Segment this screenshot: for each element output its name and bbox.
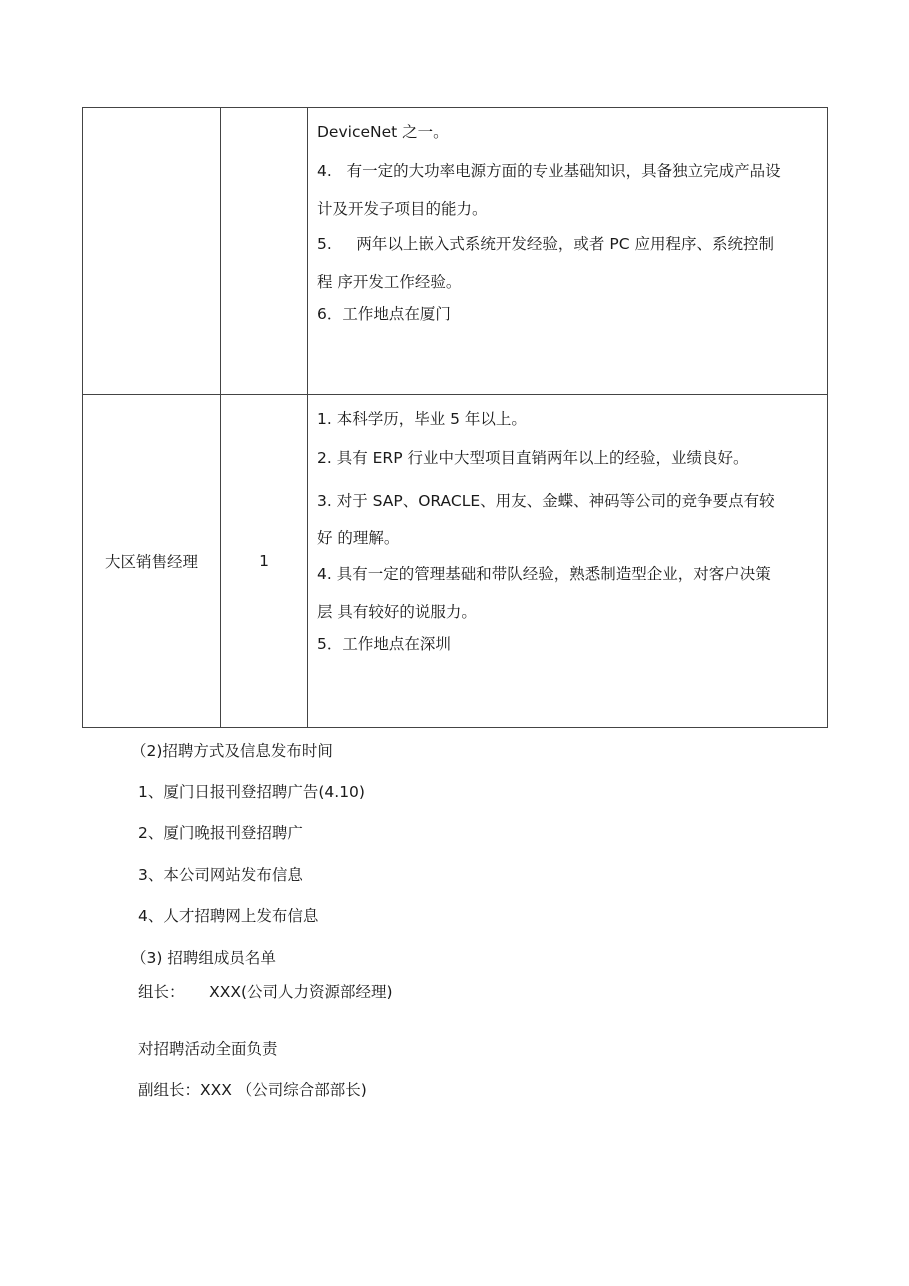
requirement-line: 计及开发子项目的能力。 [317, 200, 488, 218]
requirements-cell [308, 108, 828, 395]
requirement-line: DeviceNet 之一。 [317, 123, 449, 141]
section-heading: （3) 招聘组成员名单 [131, 949, 276, 967]
team-leader: 组长： XXX(公司人力资源部经理) [138, 983, 393, 1001]
requirement-line: 3. 对于 SAP、ORACLE、用友、金蝶、神码等公司的竞争要点有较 [317, 492, 775, 510]
team-deputy: 副组长：XXX （公司综合部部长) [138, 1081, 367, 1099]
position-cell [83, 108, 221, 395]
requirement-line: 4. 有一定的大功率电源方面的专业基础知识，具备独立完成产品设 [317, 162, 781, 180]
requirement-line: 5. 两年以上嵌入式系统开发经验，或者 PC 应用程序、系统控制 [317, 235, 774, 253]
list-item: 4、人才招聘网上发布信息 [138, 907, 319, 925]
team-leader-duty: 对招聘活动全面负责 [138, 1040, 278, 1058]
requirement-line: 5．工作地点在深圳 [317, 635, 451, 653]
requirement-line: 层 具有较好的说服力。 [317, 603, 477, 621]
table-row [83, 395, 828, 728]
count-cell [221, 395, 308, 728]
headcount: 1 [259, 552, 269, 570]
requirement-line: 1. 本科学历，毕业 5 年以上。 [317, 410, 527, 428]
list-item: 3、本公司网站发布信息 [138, 866, 303, 884]
position-cell [83, 395, 221, 728]
position-name: 大区销售经理 [104, 553, 198, 571]
requirements-cell [308, 395, 828, 728]
requirement-line: 6．工作地点在厦门 [317, 305, 451, 323]
table-row [83, 108, 828, 395]
list-item: 1、厦门日报刊登招聘广告(4.10) [138, 783, 365, 801]
requirement-line: 好 的理解。 [317, 529, 400, 547]
requirement-line: 程 序开发工作经验。 [317, 273, 462, 291]
count-cell [221, 108, 308, 395]
list-item: 2、厦门晚报刊登招聘广 [138, 824, 303, 842]
requirements-table [82, 107, 828, 728]
requirement-line: 2. 具有 ERP 行业中大型项目直销两年以上的经验，业绩良好。 [317, 449, 749, 467]
section-heading: （2)招聘方式及信息发布时间 [131, 742, 333, 760]
requirement-line: 4. 具有一定的管理基础和带队经验，熟悉制造型企业，对客户决策 [317, 565, 771, 583]
